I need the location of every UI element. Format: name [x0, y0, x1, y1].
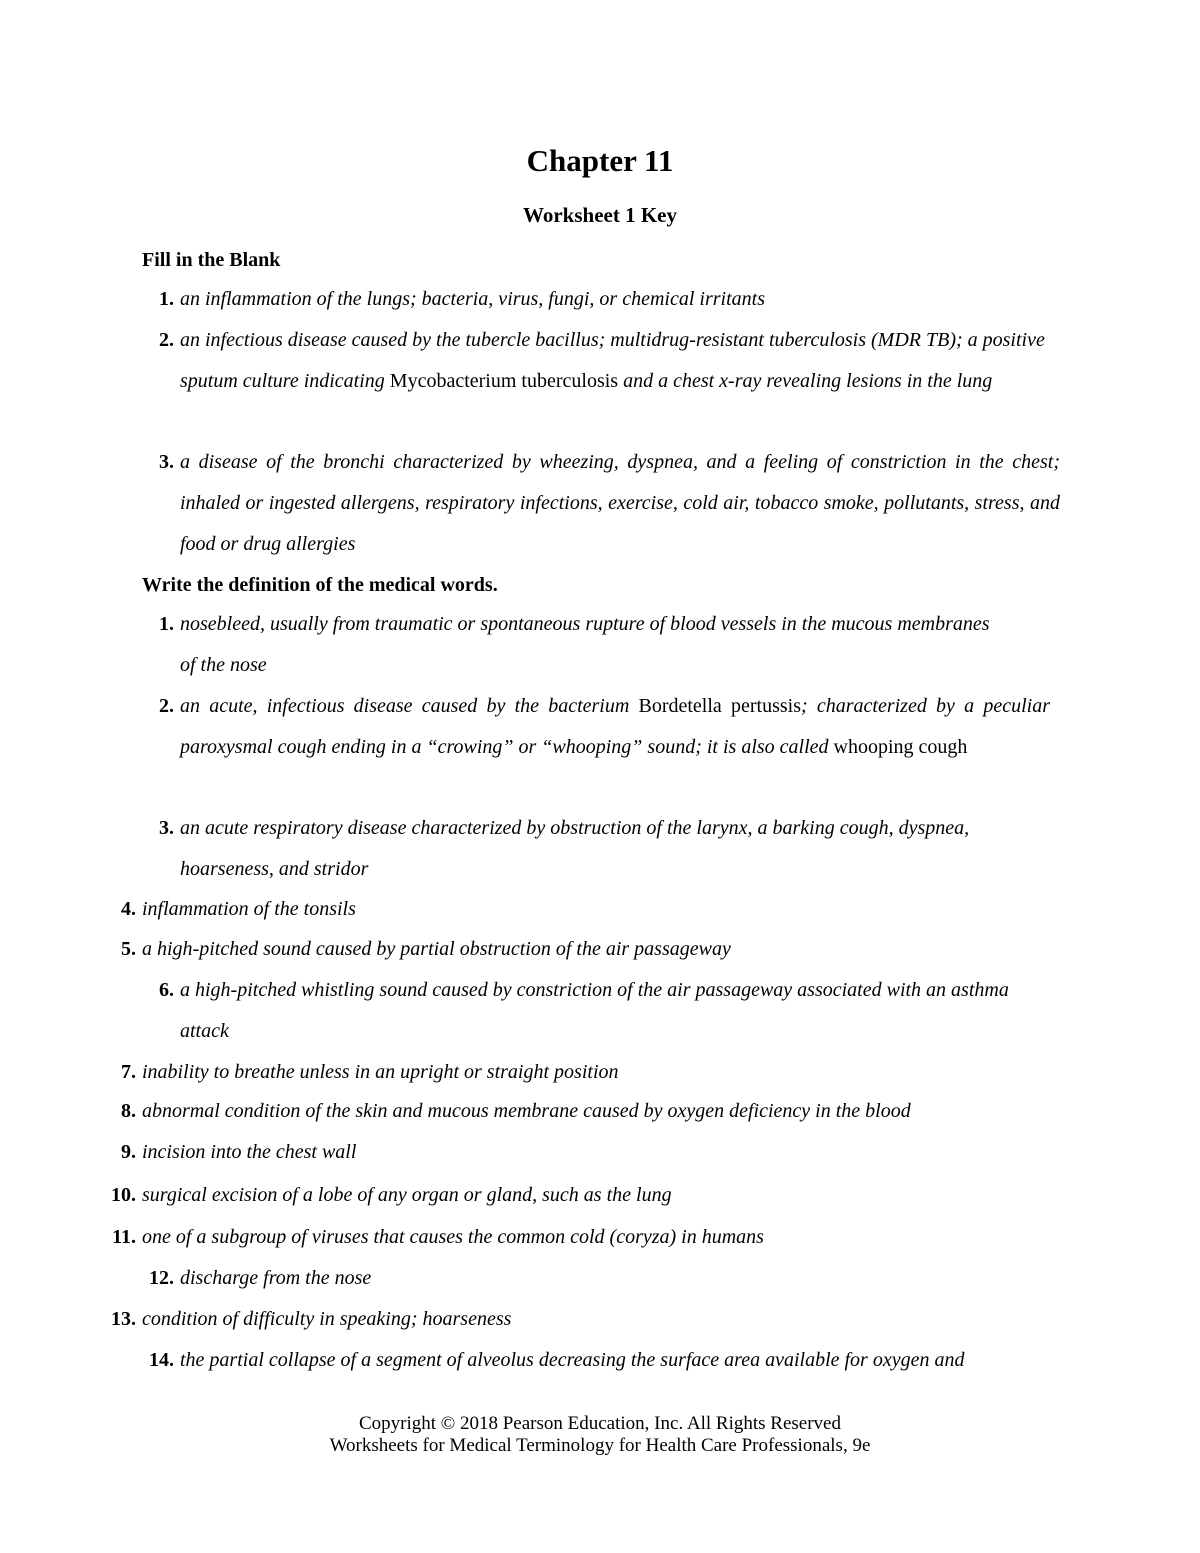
item-text: an inflammation of the lungs; bacteria, virus, fungi, or chemical irritants	[180, 288, 765, 310]
item-text: one of a subgroup of viruses that causes the common cold (coryza) in humans	[142, 1226, 764, 1248]
list-item	[159, 442, 1060, 565]
item-number: 3.	[159, 817, 174, 839]
item-number: 5.	[121, 938, 136, 960]
item-text: incision into the chest wall	[142, 1141, 357, 1163]
item-text: condition of difficulty in speaking; hoarseness	[142, 1308, 512, 1330]
list-item	[159, 808, 1060, 890]
list-item	[121, 929, 1042, 970]
list-item	[159, 320, 1060, 402]
item-text: nosebleed, usually from traumatic or spontaneous rupture of blood vessels in the mucous membranes of the nose	[180, 613, 990, 676]
item-number: 13.	[111, 1308, 136, 1330]
item-number: 8.	[121, 1100, 136, 1122]
item-text: an acute respiratory disease characterized by obstruction of the larynx, a barking cough, dyspnea, hoarseness, and stridor	[180, 817, 970, 880]
list-item	[159, 686, 1050, 768]
item-text: inflammation of the tonsils	[142, 898, 356, 920]
item-number: 6.	[159, 979, 174, 1001]
item-number: 2.	[159, 695, 174, 717]
list-item	[159, 279, 1060, 320]
item-text: an infectious disease caused by the tubercle bacillus; multidrug-resistant tuberculosis (MDR TB); a positive sputum culture indicating Mycobacterium tuberculosis and a chest x-ray revealing lesions in the lung	[180, 329, 1045, 392]
list-item	[159, 604, 1060, 686]
item-number: 12.	[149, 1267, 174, 1289]
list-item	[121, 1052, 1042, 1093]
item-number: 1.	[159, 288, 174, 310]
worksheet-title: Worksheet 1 Key	[523, 203, 677, 227]
list-item	[111, 1175, 1042, 1216]
list-item	[111, 1299, 1042, 1340]
list-item	[149, 1340, 1070, 1381]
item-number: 10.	[111, 1184, 136, 1206]
book-title-line: Worksheets for Medical Terminology for Health Care Professionals, 9e	[329, 1435, 871, 1456]
item-text: an acute, infectious disease caused by the bacterium Bordetella pertussis; characterized by a peculiar paroxysmal cough ending in a “crowing” or “whooping” sound; it is also called whooping cough	[180, 695, 1050, 758]
item-text: a high-pitched sound caused by partial obstruction of the air passageway	[142, 938, 731, 960]
item-text: abnormal condition of the skin and mucous membrane caused by oxygen deficiency in the blood	[142, 1100, 911, 1122]
item-number: 9.	[121, 1141, 136, 1163]
chapter-title: Chapter 11	[526, 143, 674, 178]
item-number: 1.	[159, 613, 174, 635]
list-item	[121, 1091, 1042, 1132]
item-number: 3.	[159, 451, 174, 473]
item-text: discharge from the nose	[180, 1267, 372, 1289]
item-text: inability to breathe unless in an upright or straight position	[142, 1061, 619, 1083]
item-number: 7.	[121, 1061, 136, 1083]
list-item	[121, 889, 1042, 930]
list-item	[112, 1217, 1042, 1258]
list-item	[121, 1132, 1042, 1173]
list-item	[159, 970, 1030, 1052]
item-text: the partial collapse of a segment of alveolus decreasing the surface area available for oxygen and	[180, 1349, 965, 1371]
item-number: 11.	[112, 1226, 136, 1248]
item-text: a high-pitched whistling sound caused by constriction of the air passageway associated with an asthma attack	[180, 979, 1009, 1042]
item-text: a disease of the bronchi characterized by wheezing, dyspnea, and a feeling of constriction in the chest; inhaled or ingested allergens, respiratory infections, exercise, cold air, tobacco smoke, pollutants, stress, and food or drug allergies	[180, 451, 1060, 555]
section-heading-definitions: Write the definition of the medical words.	[142, 574, 498, 596]
item-number: 4.	[121, 898, 136, 920]
item-number: 2.	[159, 329, 174, 351]
section-heading-fill-in-the-blank: Fill in the Blank	[142, 249, 281, 271]
list-item	[149, 1258, 1060, 1299]
item-number: 14.	[149, 1349, 174, 1371]
copyright-line: Copyright © 2018 Pearson Education, Inc. All Rights Reserved	[359, 1413, 841, 1434]
page-footer	[0, 1413, 1200, 1457]
item-text: surgical excision of a lobe of any organ or gland, such as the lung	[142, 1184, 672, 1206]
